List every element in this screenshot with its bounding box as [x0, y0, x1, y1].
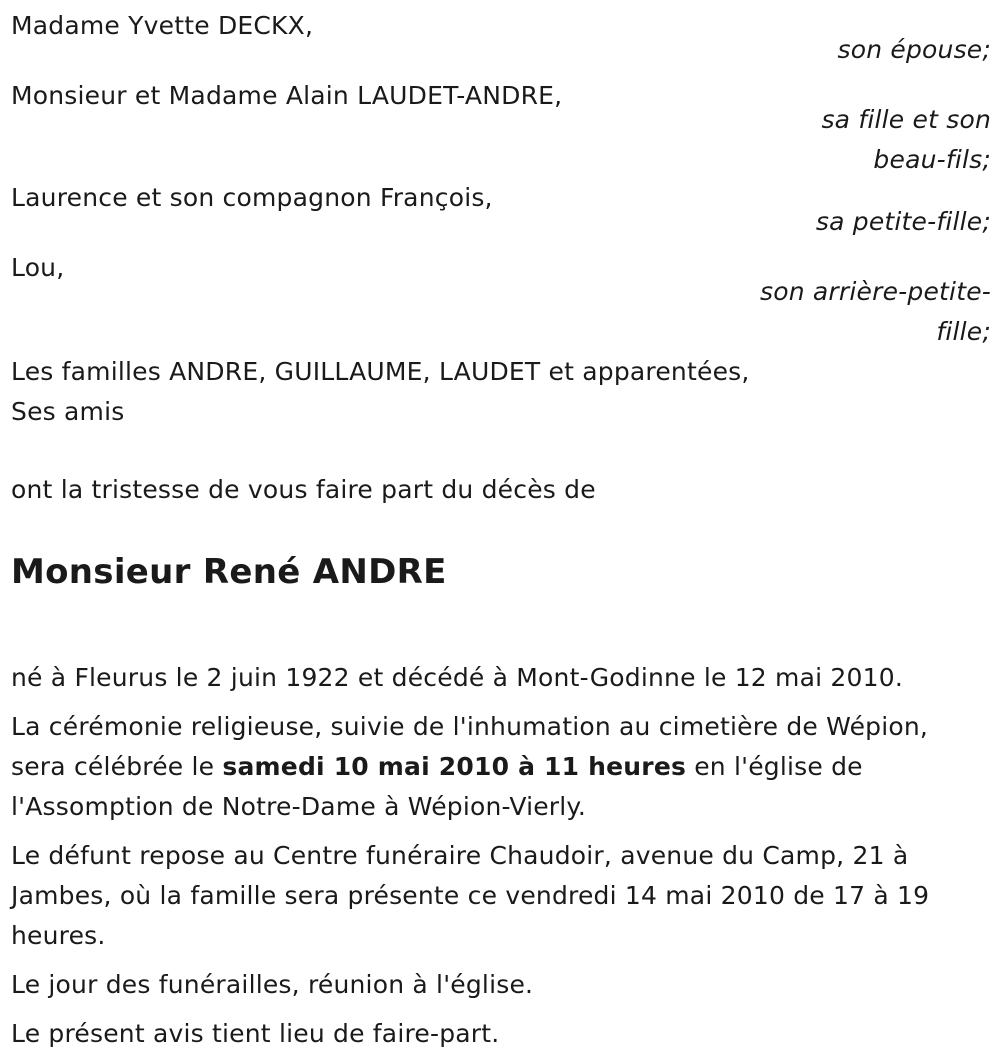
ceremony-text-end: en l'église de l'Assomption de Notre-Dame à Wépion-Vierly.: [11, 752, 863, 821]
friends: Ses amis: [11, 397, 125, 426]
birth-death-text: né à Fleurus le 2 juin 1922 et décédé à Mont-Godinne le 12 mai 2010.: [11, 663, 903, 692]
relation-line: sa fille et son: [821, 105, 991, 134]
relation-line: beau-fils;: [873, 145, 991, 174]
family-member-relation: [11, 272, 991, 352]
other-families: Les familles ANDRE, GUILLAUME, LAUDET et apparentées,: [11, 357, 750, 386]
intro-text: ont la tristesse de vous faire part du décès de: [11, 475, 596, 504]
ceremony-text: [11, 707, 991, 827]
family-member-name: Laurence et son compagnon François,: [11, 183, 493, 212]
rest-text: Le défunt repose au Centre funéraire Chaudoir, avenue du Camp, 21 à Jambes, où la famille sera présente ce vendredi 14 mai 2010 de 17 à 19 heures.: [11, 841, 930, 950]
reunion-text: Le jour des funérailles, réunion à l'église.: [11, 970, 534, 999]
relation-line: sa petite-fille;: [815, 207, 991, 236]
death-notice: [11, 8, 991, 1054]
relation-line: son arrière-petite-: [760, 277, 991, 306]
family-member-name: Monsieur et Madame Alain LAUDET-ANDRE,: [11, 81, 563, 110]
relation-line: son épouse;: [837, 35, 991, 64]
notice-text: Le présent avis tient lieu de faire-part.: [11, 1019, 500, 1048]
ceremony-text-start: La cérémonie religieuse, suivie de l'inhumation au cimetière de Wépion, sera célébrée le: [11, 712, 929, 781]
relation-line: fille;: [936, 317, 991, 346]
family-member-name: Madame Yvette DECKX,: [11, 11, 314, 40]
deceased-name: Monsieur René ANDRE: [11, 552, 447, 592]
family-member-name: Lou,: [11, 253, 65, 282]
ceremony-date: samedi 10 mai 2010 à 11 heures: [222, 752, 687, 781]
